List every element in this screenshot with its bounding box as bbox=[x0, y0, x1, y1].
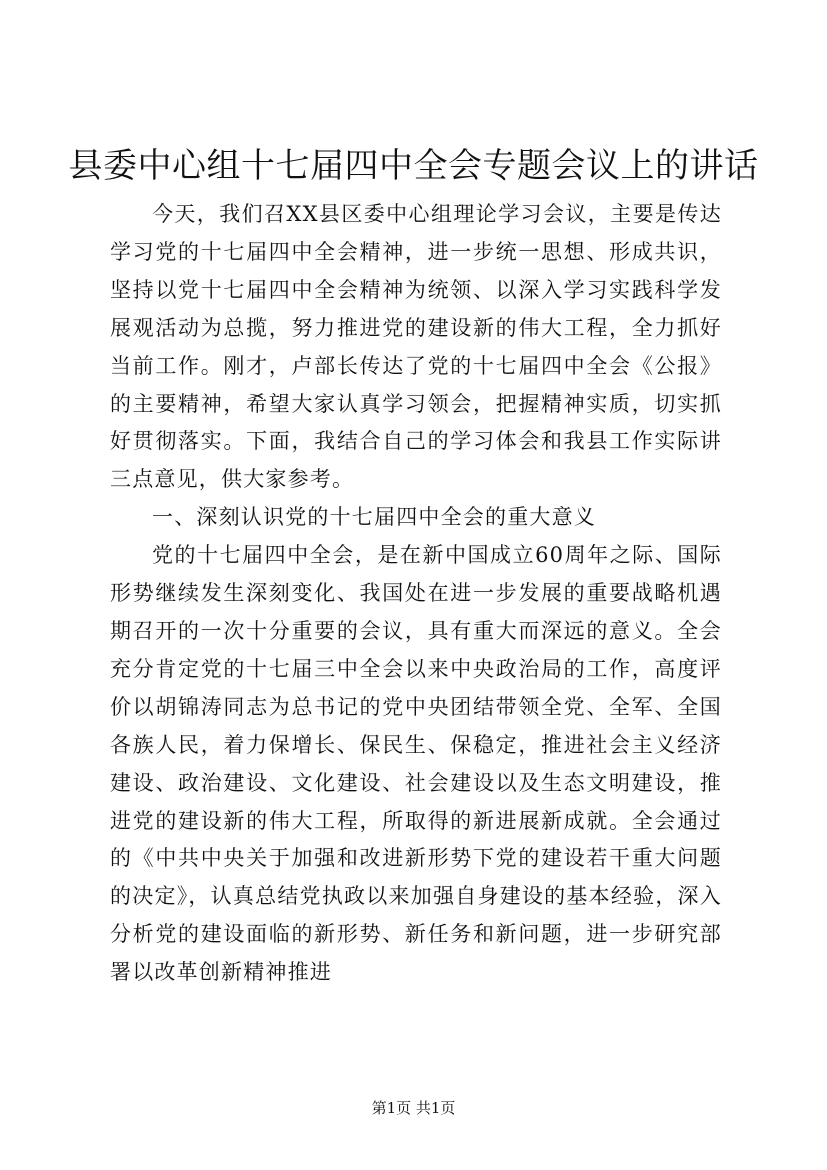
document-title: 县委中心组十七届四中全会专题会议上的讲话 bbox=[68, 146, 759, 186]
paragraph-section-1: 党的十七届四中全会，是在新中国成立60周年之际、国际形势继续发生深刻变化、我国处在进一步发展的重要战略机遇期召开的一次十分重要的会议，具有重大而深远的意义。全会充分肯定党的十七届三中全会以来中央政治局的工作，高度评价以胡锦涛同志为总书记的党中央团结带领全党、全军、全国各族人民，着力保增长、保民生、保稳定，推进社会主义经济建设、政治建设、文化建设、社会建设以及生态文明建设，推进党的建设新的伟大工程，所取得的新进展新成就。全会通过的《中共中央关于加强和改进新形势下党的建设若干重大问题的决定》，认真总结党执政以来加强自身建设的基本经验，深入分析党的建设面临的新形势、新任务和新问题，进一步研究部署以改革创新精神推进 bbox=[110, 543, 722, 985]
page-footer: 第1页 共1页 bbox=[371, 1099, 456, 1117]
paragraph-intro: 今天，我们召XX县区委中心组理论学习会议，主要是传达学习党的十七届四中全会精神，进一步统一思想、形成共识，坚持以党十七届四中全会精神为统领、以深入学习实践科学发展观活动为总揽，努力推进党的建设新的伟大工程，全力抓好当前工作。刚才，卢部长传达了党的十七届四中全会《公报》的主要精神，希望大家认真学习领会，把握精神实质，切实抓好贯彻落实。下面，我结合自己的学习体会和我县工作实际讲三点意见，供大家参考。 bbox=[110, 202, 722, 492]
document-body bbox=[110, 196, 722, 992]
section-heading-1: 一、深刻认识党的十七届四中全会的重大意义 bbox=[152, 505, 596, 530]
